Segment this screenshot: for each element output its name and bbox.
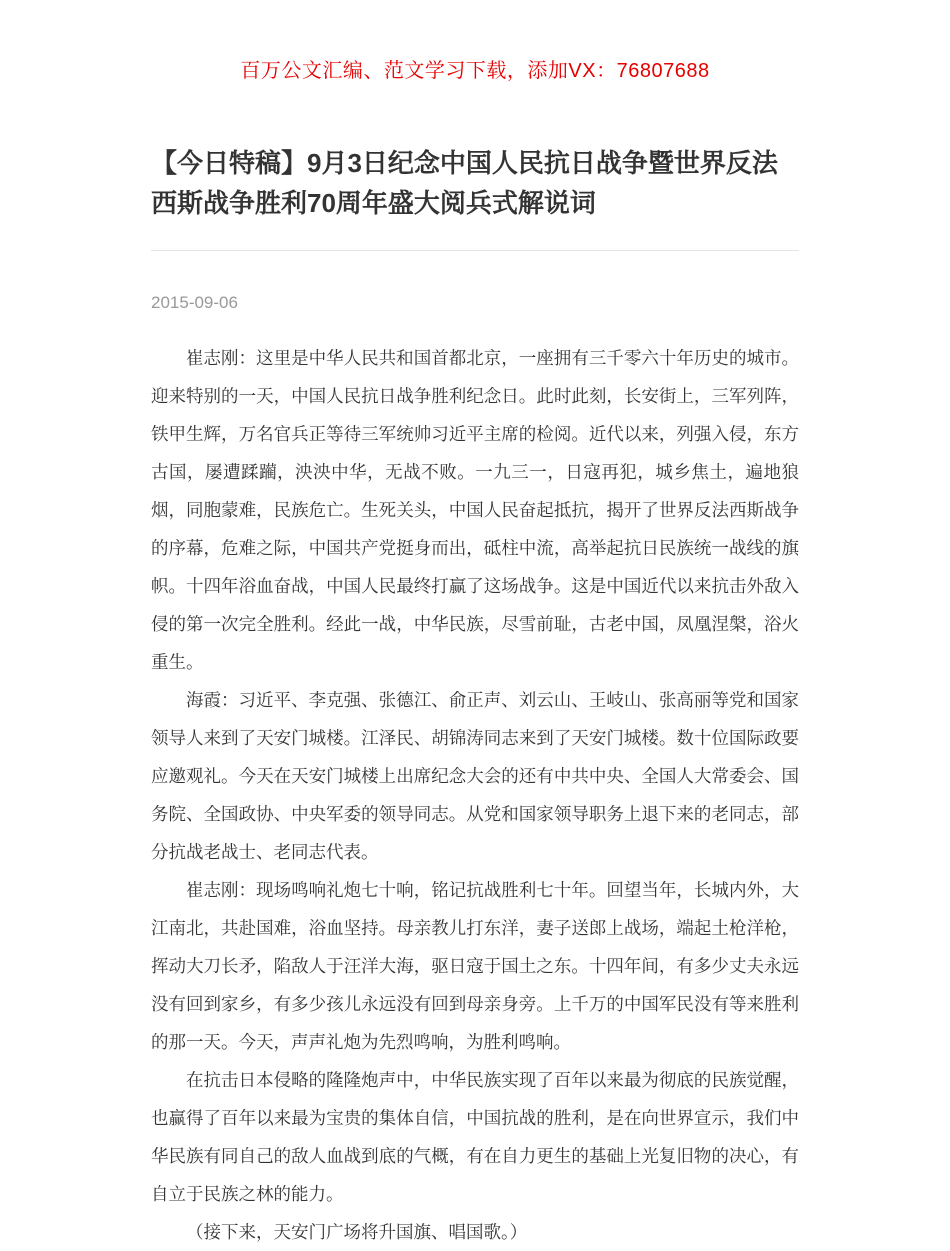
article-paragraph: 海霞：习近平、李克强、张德江、俞正声、刘云山、王岐山、张高丽等党和国家领导人来到了天安门城楼。江泽民、胡锦涛同志来到了天安门城楼。数十位国际政要应邀观礼。今天在天安门城楼上出席纪念大会的还有中共中央、全国人大常委会、国务院、全国政协、中央军委的领导同志。从党和国家领导职务上退下来的老同志，部分抗战老战士、老同志代表。 [151, 689, 799, 862]
article-title: 【今日特稿】9月3日纪念中国人民抗日战争暨世界反法西斯战争胜利70周年盛大阅兵式解说词 [151, 148, 778, 219]
article-paragraph: 在抗击日本侵略的隆隆炮声中，中华民族实现了百年以来最为彻底的民族觉醒，也赢得了百年以来最为宝贵的集体自信，中国抗战的胜利，是在向世界宣示，我们中华民族有同自己的敌人血战到底的气概，有在自力更生的基础上光复旧物的决心，有自立于民族之林的能力。 [151, 1069, 799, 1204]
article-body [151, 339, 799, 1251]
article-date: 2015-09-06 [151, 292, 238, 312]
title-divider [151, 250, 799, 251]
article-paragraph: 崔志刚：现场鸣响礼炮七十响，铭记抗战胜利七十年。回望当年，长城内外，大江南北，共赴国难，浴血坚持。母亲教儿打东洋，妻子送郎上战场，端起土枪洋枪，挥动大刀长矛，陷敌人于汪洋大海，驱日寇于国土之东。十四年间，有多少丈夫永远没有回到家乡，有多少孩儿永远没有回到母亲身旁。上千万的中国军民没有等来胜利的那一天。今天，声声礼炮为先烈鸣响，为胜利鸣响。 [151, 879, 799, 1052]
article-paragraph: 崔志刚：这里是中华人民共和国首都北京，一座拥有三千零六十年历史的城市。迎来特别的一天，中国人民抗日战争胜利纪念日。此时此刻，长安街上，三军列阵，铁甲生辉，万名官兵正等待三军统帅习近平主席的检阅。近代以来，列强入侵，东方古国，屡遭蹂躏，泱泱中华，无战不败。一九三一，日寇再犯，城乡焦土，遍地狼烟，同胞蒙难，民族危亡。生死关头，中国人民奋起抵抗，揭开了世界反法西斯战争的序幕，危难之际，中国共产党挺身而出，砥柱中流，高举起抗日民族统一战线的旗帜。十四年浴血奋战，中国人民最终打赢了这场战争。这是中国近代以来抗击外敌入侵的第一次完全胜利。经此一战，中华民族，尽雪前耻，古老中国，凤凰涅槃，浴火重生。 [151, 347, 799, 672]
article-container [151, 143, 799, 1251]
article-paragraph: （接下来，天安门广场将升国旗、唱国歌。） [186, 1221, 528, 1242]
header-notice: 百万公文汇编、范文学习下载，添加VX：76807688 [240, 60, 710, 82]
